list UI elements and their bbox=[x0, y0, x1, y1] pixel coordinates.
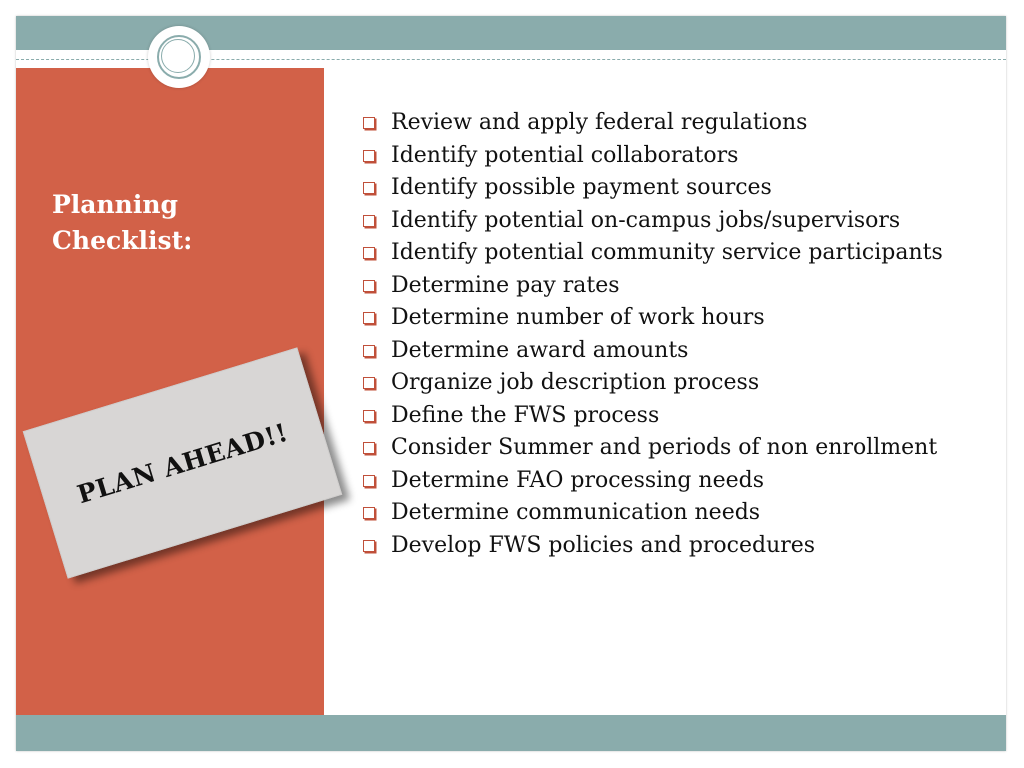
checklist-item-text: Organize job description process bbox=[391, 370, 760, 395]
checklist-item-text: Identify potential collaborators bbox=[391, 142, 739, 168]
planning-checklist bbox=[361, 110, 981, 565]
checklist-item bbox=[361, 500, 981, 525]
checkbox-bullet-icon bbox=[363, 150, 375, 162]
checklist-item-text: Identify potential community service participants bbox=[391, 240, 943, 265]
checklist-item bbox=[361, 468, 981, 493]
checkbox-bullet-icon bbox=[363, 117, 375, 129]
checkbox-bullet-icon bbox=[363, 280, 375, 292]
checklist-item bbox=[361, 305, 981, 330]
checklist-item bbox=[361, 143, 981, 168]
checklist-item bbox=[361, 273, 981, 298]
checklist-item bbox=[361, 370, 981, 395]
checkbox-bullet-icon bbox=[363, 312, 375, 324]
checkbox-bullet-icon bbox=[363, 507, 375, 519]
plan-ahead-callout bbox=[23, 347, 342, 578]
checklist-item-text: Consider Summer and periods of non enrollment bbox=[391, 435, 938, 460]
left-title-panel bbox=[16, 68, 324, 715]
checklist-item-text: Identify possible payment sources bbox=[391, 175, 772, 200]
checkbox-bullet-icon bbox=[363, 377, 375, 389]
checklist-item bbox=[361, 338, 981, 363]
checklist-item-text: Determine award amounts bbox=[391, 337, 689, 363]
checklist-item-text: Develop FWS policies and procedures bbox=[391, 532, 816, 558]
checkbox-bullet-icon bbox=[363, 410, 375, 422]
checklist-item-text: Determine FAO processing needs bbox=[391, 467, 765, 493]
checkbox-bullet-icon bbox=[363, 247, 375, 259]
checklist-item-text: Determine pay rates bbox=[391, 272, 620, 298]
checklist-item-text: Determine number of work hours bbox=[391, 305, 765, 330]
checkbox-bullet-icon bbox=[363, 475, 375, 487]
checklist-item-text: Determine communication needs bbox=[391, 500, 761, 525]
checkbox-bullet-icon bbox=[363, 182, 375, 194]
slide bbox=[16, 16, 1006, 751]
slide-title: Planning Checklist: bbox=[52, 190, 193, 255]
checkbox-bullet-icon bbox=[363, 215, 375, 227]
checklist-item bbox=[361, 240, 981, 265]
checklist-item bbox=[361, 403, 981, 428]
callout-text: PLAN AHEAD!! bbox=[73, 417, 292, 509]
checklist-item bbox=[361, 435, 981, 460]
checkbox-bullet-icon bbox=[363, 442, 375, 454]
checklist-item-text: Define the FWS process bbox=[391, 402, 660, 428]
checklist-item bbox=[361, 175, 981, 200]
bottom-accent-band bbox=[16, 715, 1006, 751]
ornament-inner-ring bbox=[161, 39, 195, 73]
checkbox-bullet-icon bbox=[363, 345, 375, 357]
checklist-item bbox=[361, 208, 981, 233]
circle-ornament-icon bbox=[148, 26, 210, 88]
checkbox-bullet-icon bbox=[363, 540, 375, 552]
checklist-item-text: Identify potential on-campus jobs/supervisors bbox=[391, 207, 901, 233]
checklist-item bbox=[361, 533, 981, 558]
checklist-item bbox=[361, 110, 981, 135]
checklist-item-text: Review and apply federal regulations bbox=[391, 110, 808, 135]
